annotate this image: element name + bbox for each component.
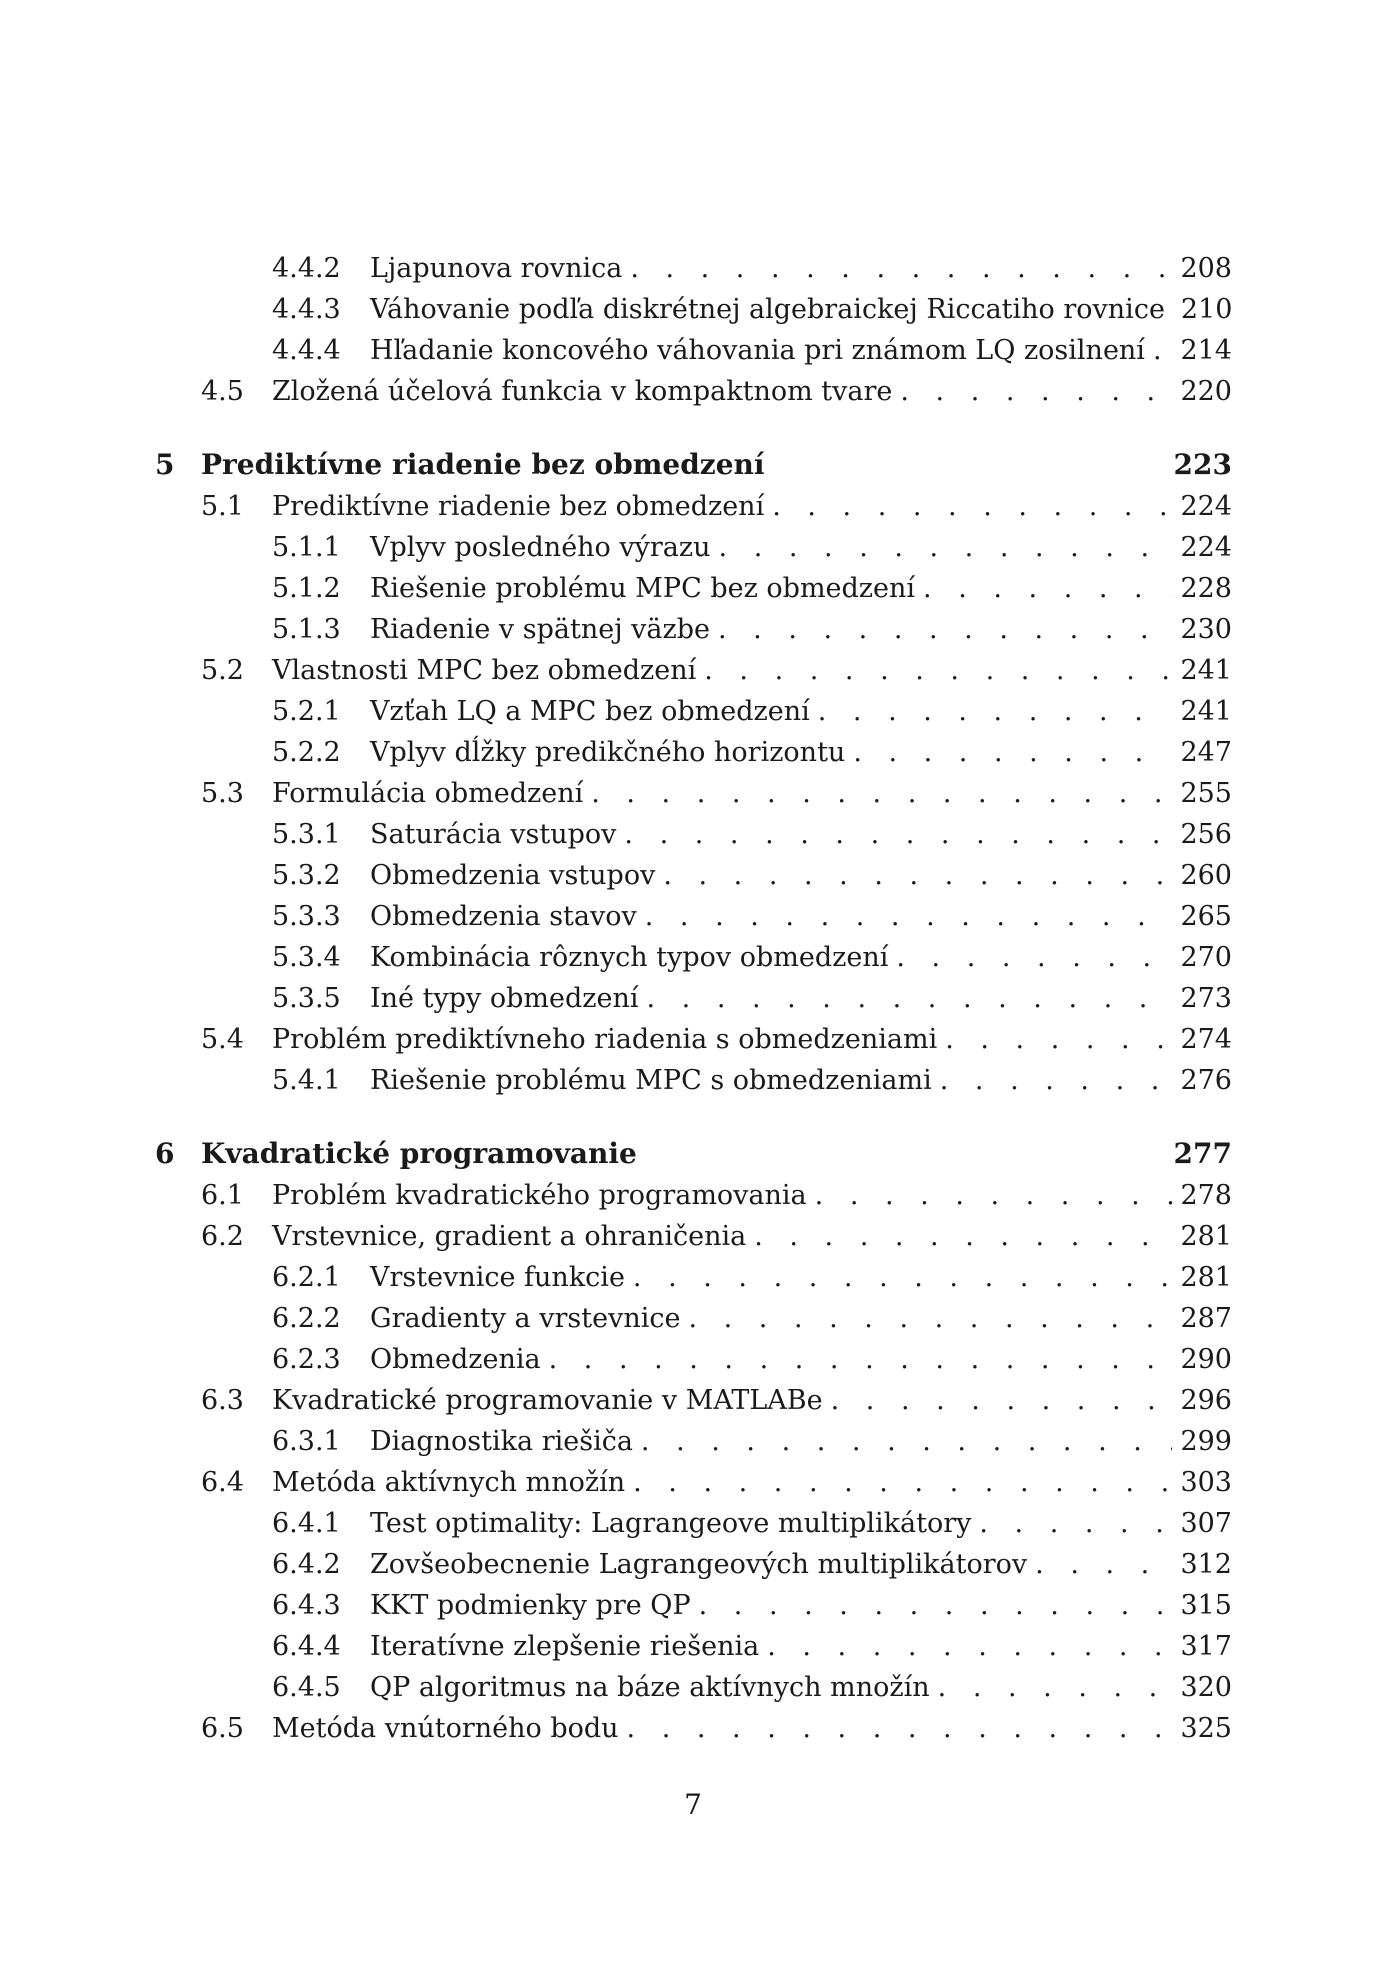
toc-subsection-entry[interactable] <box>0 1257 1386 1298</box>
toc-subsection-entry[interactable] <box>0 1626 1386 1667</box>
toc-entry-title: Diagnostika riešiča <box>370 1426 633 1457</box>
toc-entry-title: Problém prediktívneho riadenia s obmedzeniami <box>272 1024 938 1055</box>
toc-entry-number: 5.1.1 <box>272 532 341 563</box>
dot-leader <box>718 609 1172 650</box>
dot-leader <box>772 486 1172 527</box>
toc-entry-title: Test optimality: Lagrangeove multiplikátory <box>370 1508 972 1539</box>
toc-entry-title: Vzťah LQ a MPC bez obmedzení <box>370 696 810 727</box>
toc-subsection-entry[interactable] <box>0 978 1386 1019</box>
toc-entry-page: 320 <box>1180 1672 1232 1703</box>
toc-entry-page: 208 <box>1180 253 1232 284</box>
toc-entry-number: 6.4 <box>201 1467 244 1498</box>
toc-entry-title: Iné typy obmedzení <box>370 983 639 1014</box>
toc-entry-title: Ljapunova rovnica <box>370 253 623 284</box>
dot-leader <box>923 568 1172 609</box>
toc-entry-page: 247 <box>1180 737 1232 768</box>
toc-entry-title: Zložená účelová funkcia v kompaktnom tvare <box>272 376 893 407</box>
toc-entry-page: 276 <box>1180 1065 1232 1096</box>
toc-entry-title: KKT podmienky pre QP <box>370 1590 691 1621</box>
dot-leader <box>627 1708 1173 1749</box>
dot-leader <box>645 896 1173 937</box>
toc-entry-page: 317 <box>1180 1631 1232 1662</box>
dot-leader <box>1035 1544 1172 1585</box>
toc-entry-page: 312 <box>1180 1549 1232 1580</box>
toc-entry-page: 277 <box>1173 1137 1232 1170</box>
toc-entry-page: 325 <box>1180 1713 1232 1744</box>
toc-section-entry[interactable] <box>0 371 1386 412</box>
toc-entry-title: Riešenie problému MPC s obmedzeniami <box>370 1065 932 1096</box>
toc-subsection-entry[interactable] <box>0 1503 1386 1544</box>
toc-subsection-entry[interactable] <box>0 1585 1386 1626</box>
toc-subsection-entry[interactable] <box>0 248 1386 289</box>
toc-entry-page: 290 <box>1180 1344 1232 1375</box>
toc-entry-number: 6.4.3 <box>272 1590 341 1621</box>
toc-entry-title: Váhovanie podľa diskrétnej algebraickej Riccatiho rovnice <box>370 294 1165 325</box>
toc-entry-title: Kombinácia rôznych typov obmedzení <box>370 942 889 973</box>
toc-entry-page: 287 <box>1180 1303 1232 1334</box>
toc-entry-page: 241 <box>1180 655 1232 686</box>
toc-entry-title: Formulácia obmedzení <box>272 778 584 809</box>
toc-entry-page: 273 <box>1180 983 1232 1014</box>
toc-entry-page: 260 <box>1180 860 1232 891</box>
toc-entry-number: 5.1 <box>201 491 244 522</box>
toc-entry-number: 6.3.1 <box>272 1426 341 1457</box>
toc-entry-page: 220 <box>1180 376 1232 407</box>
toc-entry-title: Riešenie problému MPC bez obmedzení <box>370 573 916 604</box>
toc-section-entry[interactable] <box>0 1216 1386 1257</box>
toc-subsection-entry[interactable] <box>0 937 1386 978</box>
toc-entry-number: 5.3.1 <box>272 819 341 850</box>
toc-entry-number: 4.4.4 <box>272 335 341 366</box>
toc-entry-page: 274 <box>1180 1024 1232 1055</box>
toc-entry-number: 6.4.2 <box>272 1549 341 1580</box>
toc-entry-number: 5.2 <box>201 655 244 686</box>
toc-entry-number: 5.3.5 <box>272 983 341 1014</box>
dot-leader <box>633 1257 1173 1298</box>
dot-leader <box>549 1339 1173 1380</box>
toc-entry-title: Kvadratické programovanie <box>201 1137 637 1170</box>
toc-subsection-entry[interactable] <box>0 814 1386 855</box>
dot-leader <box>853 732 1172 773</box>
toc-entry-page: 256 <box>1180 819 1232 850</box>
toc-entry-title: Gradienty a vrstevnice <box>370 1303 681 1334</box>
toc-entry-title: Obmedzenia <box>370 1344 541 1375</box>
toc-subsection-entry[interactable] <box>0 527 1386 568</box>
dot-leader <box>938 1667 1173 1708</box>
dot-leader <box>630 248 1172 289</box>
dot-leader <box>633 1462 1172 1503</box>
toc-subsection-entry[interactable] <box>0 1060 1386 1101</box>
toc-entry-title: Vrstevnice, gradient a ohraničenia <box>272 1221 747 1252</box>
toc-entry-page: 228 <box>1180 573 1232 604</box>
toc-entry-title: Vlastnosti MPC bez obmedzení <box>272 655 697 686</box>
toc-entry-title: Vplyv dĺžky predikčného horizontu <box>370 737 846 768</box>
toc-entry-page: 210 <box>1180 294 1233 325</box>
toc-subsection-entry[interactable] <box>0 609 1386 650</box>
toc-entry-page: 303 <box>1180 1467 1232 1498</box>
toc-entry-page: 307 <box>1180 1508 1232 1539</box>
dot-leader <box>815 1175 1173 1216</box>
toc-entry-page: 255 <box>1180 778 1232 809</box>
toc-entry-number: 6.4.4 <box>272 1631 341 1662</box>
toc-entry-title: Iteratívne zlepšenie riešenia <box>370 1631 760 1662</box>
dot-leader <box>945 1019 1172 1060</box>
toc-entry-number: 6.4.5 <box>272 1672 341 1703</box>
toc-subsection-entry[interactable] <box>0 1421 1386 1462</box>
toc-entry-title: Zovšeobecnenie Lagrangeových multiplikátorov <box>370 1549 1028 1580</box>
toc-entry-page: 278 <box>1180 1180 1232 1211</box>
toc-subsection-entry[interactable] <box>0 289 1386 330</box>
toc-entry-page: 315 <box>1180 1590 1232 1621</box>
toc-entry-page: 265 <box>1180 901 1232 932</box>
toc-entry-title: Problém kvadratického programovania <box>272 1180 807 1211</box>
toc-entry-number: 5 <box>155 448 175 481</box>
toc-entry-page: 223 <box>1173 448 1232 481</box>
toc-entry-number: 5.3.3 <box>272 901 341 932</box>
toc-entry-number: 6.2.1 <box>272 1262 341 1293</box>
toc-section-entry[interactable] <box>0 486 1386 527</box>
toc-entry-page: 296 <box>1180 1385 1232 1416</box>
toc-entry-number: 5.3.4 <box>272 942 341 973</box>
dot-leader <box>699 1585 1173 1626</box>
dot-leader <box>1153 330 1173 371</box>
dot-leader <box>663 855 1172 896</box>
toc-entry-number: 6.2 <box>201 1221 244 1252</box>
toc-subsection-entry[interactable] <box>0 330 1386 371</box>
toc-entry-number: 6.1 <box>201 1180 244 1211</box>
dot-leader <box>940 1060 1173 1101</box>
dot-leader <box>591 773 1172 814</box>
toc-entry-title: Obmedzenia stavov <box>370 901 637 932</box>
toc-entry-number: 5.1.2 <box>272 573 341 604</box>
toc-entry-page: 214 <box>1180 335 1232 366</box>
toc-section-entry[interactable] <box>0 650 1386 691</box>
toc-entry-title: Prediktívne riadenie bez obmedzení <box>201 448 765 481</box>
toc-subsection-entry[interactable] <box>0 1667 1386 1708</box>
toc-entry-title: Prediktívne riadenie bez obmedzení <box>272 491 765 522</box>
toc-entry-number: 4.4.2 <box>272 253 341 284</box>
toc-entry-page: 224 <box>1180 532 1232 563</box>
toc-entry-title: QP algoritmus na báze aktívnych množín <box>370 1672 930 1703</box>
toc-entry-title: Saturácia vstupov <box>370 819 617 850</box>
dot-leader <box>641 1421 1173 1462</box>
toc-entry-title: Hľadanie koncového váhovania pri známom LQ zosilnení <box>370 335 1145 366</box>
toc-entry-number: 5.3.2 <box>272 860 341 891</box>
toc-subsection-entry[interactable] <box>0 691 1386 732</box>
toc-subsection-entry[interactable] <box>0 1339 1386 1380</box>
toc-entry-number: 6.4.1 <box>272 1508 341 1539</box>
toc-entry-number: 6.5 <box>201 1713 244 1744</box>
toc-section-entry[interactable] <box>0 1019 1386 1060</box>
dot-leader <box>754 1216 1172 1257</box>
toc-entry-title: Vrstevnice funkcie <box>370 1262 625 1293</box>
toc-entry-number: 5.2.2 <box>272 737 341 768</box>
toc-entry-title: Obmedzenia vstupov <box>370 860 656 891</box>
toc-entry-title: Vplyv posledného výrazu <box>370 532 711 563</box>
toc-entry-page: 281 <box>1180 1221 1232 1252</box>
toc-subsection-entry[interactable] <box>0 1298 1386 1339</box>
toc-section-entry[interactable] <box>0 773 1386 814</box>
dot-leader <box>719 527 1173 568</box>
page-number: 7 <box>684 1788 702 1821</box>
toc-entry-title: Kvadratické programovanie v MATLABe <box>272 1385 823 1416</box>
toc-entry-number: 6.2.2 <box>272 1303 341 1334</box>
toc-subsection-entry[interactable] <box>0 568 1386 609</box>
table-of-contents <box>0 248 1386 1749</box>
toc-entry-number: 5.4.1 <box>272 1065 341 1096</box>
toc-entry-title: Metóda aktívnych množín <box>272 1467 626 1498</box>
dot-leader <box>704 650 1172 691</box>
toc-chapter-entry[interactable] <box>0 1133 1386 1175</box>
toc-section-entry[interactable] <box>0 1462 1386 1503</box>
toc-section-entry[interactable] <box>0 1175 1386 1216</box>
toc-subsection-entry[interactable] <box>0 1544 1386 1585</box>
toc-entry-number: 5.3 <box>201 778 244 809</box>
toc-entry-number: 6.3 <box>201 1385 244 1416</box>
toc-entry-title: Metóda vnútorného bodu <box>272 1713 619 1744</box>
toc-subsection-entry[interactable] <box>0 855 1386 896</box>
dot-leader <box>624 814 1172 855</box>
toc-section-entry[interactable] <box>0 1708 1386 1749</box>
dot-leader <box>831 1380 1173 1421</box>
dot-leader <box>646 978 1172 1019</box>
toc-entry-page: 299 <box>1180 1426 1232 1457</box>
toc-subsection-entry[interactable] <box>0 896 1386 937</box>
toc-entry-number: 6.2.3 <box>272 1344 341 1375</box>
toc-entry-page: 241 <box>1180 696 1232 727</box>
toc-entry-page: 230 <box>1180 614 1232 645</box>
dot-leader <box>818 691 1173 732</box>
toc-entry-number: 5.1.3 <box>272 614 341 645</box>
dot-leader <box>979 1503 1172 1544</box>
toc-entry-page: 281 <box>1180 1262 1232 1293</box>
toc-entry-number: 6 <box>155 1137 175 1170</box>
dot-leader <box>767 1626 1172 1667</box>
toc-entry-title: Riadenie v spätnej väzbe <box>370 614 710 645</box>
dot-leader <box>900 371 1172 412</box>
dot-leader <box>688 1298 1172 1339</box>
dot-leader <box>896 937 1172 978</box>
toc-entry-page: 270 <box>1180 942 1232 973</box>
toc-section-entry[interactable] <box>0 1380 1386 1421</box>
toc-chapter-entry[interactable] <box>0 444 1386 486</box>
toc-subsection-entry[interactable] <box>0 732 1386 773</box>
toc-entry-number: 5.2.1 <box>272 696 341 727</box>
toc-entry-number: 4.4.3 <box>272 294 341 325</box>
toc-entry-number: 5.4 <box>201 1024 244 1055</box>
toc-entry-page: 224 <box>1180 491 1232 522</box>
toc-entry-number: 4.5 <box>201 376 244 407</box>
